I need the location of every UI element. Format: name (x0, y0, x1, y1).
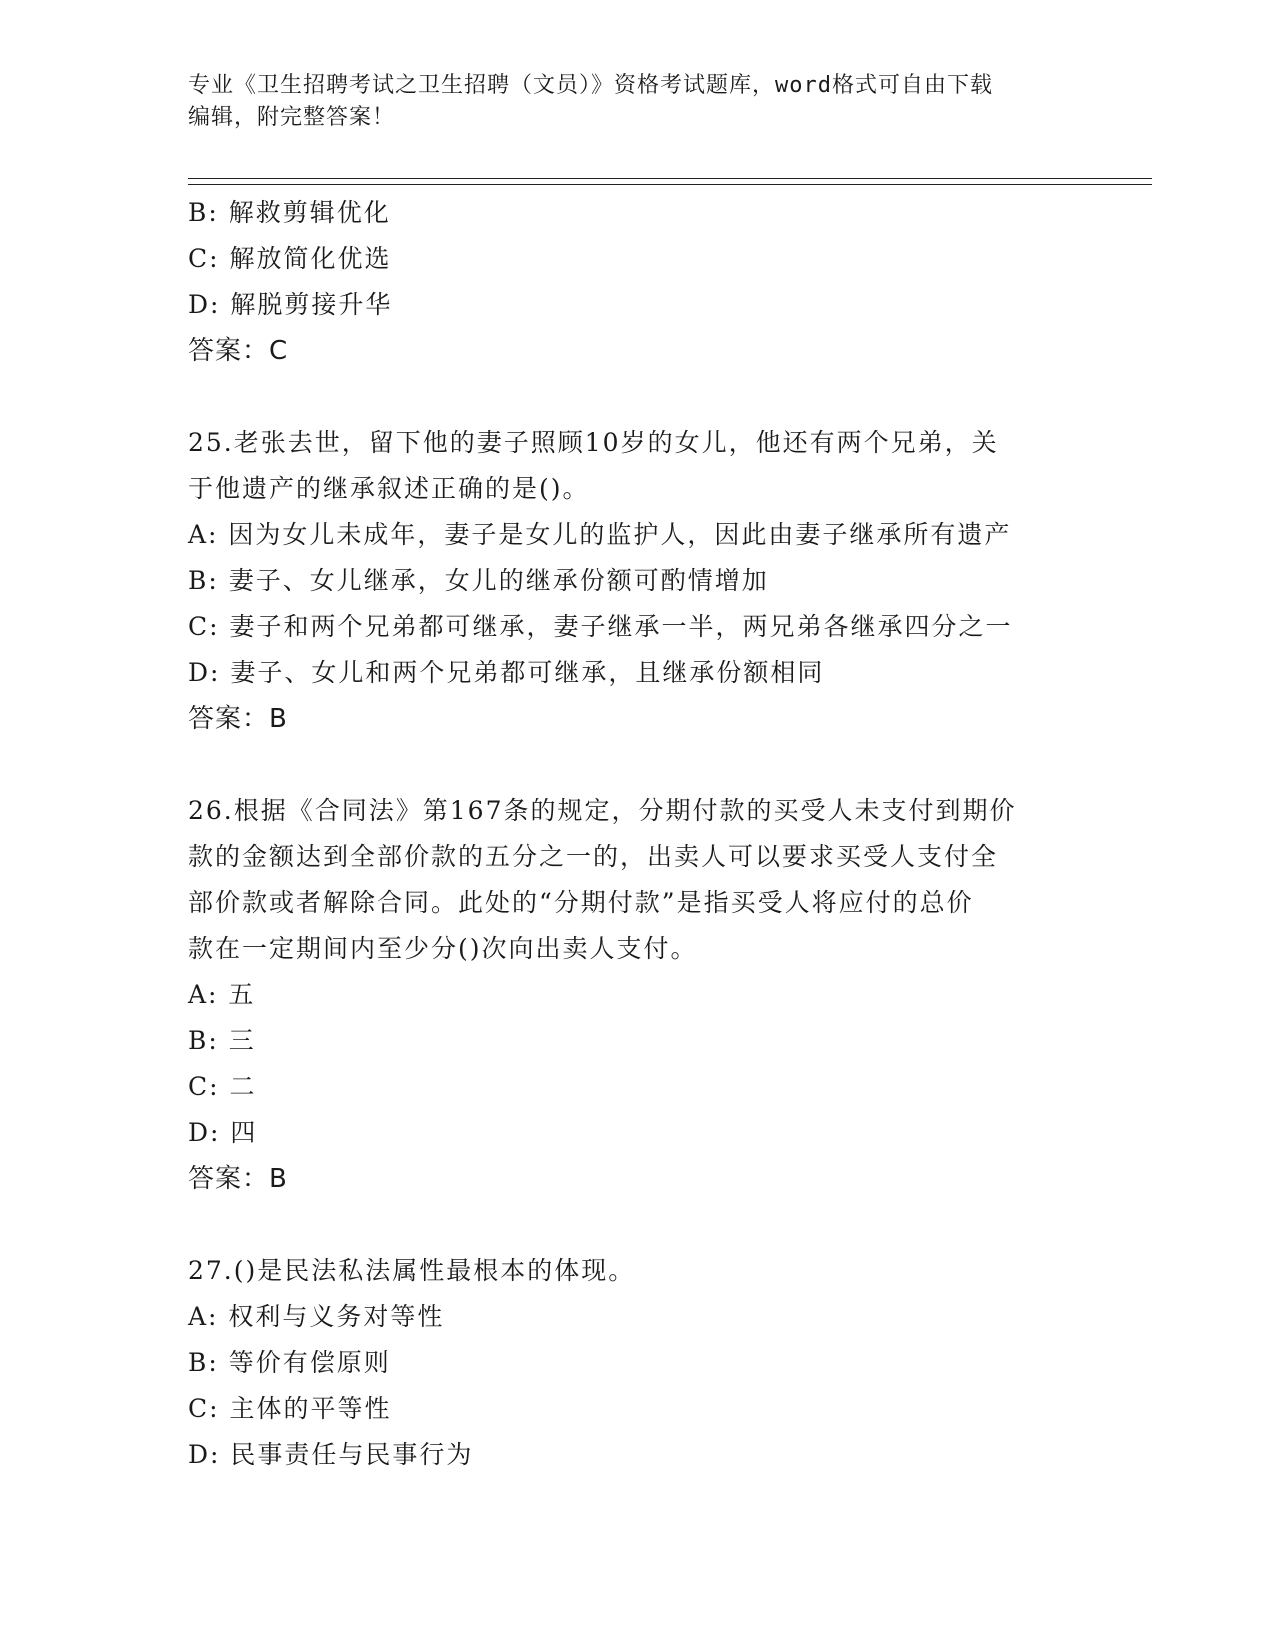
option-b: B: 妻子、女儿继承，女儿的继承份额可酌情增加 (188, 566, 769, 595)
question-list (188, 190, 1088, 1478)
question-stem-line: 25.老张去世，留下他的妻子照顾10岁的女儿，他还有两个兄弟，关 (188, 428, 999, 457)
option-b: B: 三 (188, 1026, 256, 1055)
question-stem-line: 部价款或者解除合同。此处的“分期付款”是指买受人将应付的总价 (188, 888, 974, 917)
question-27 (188, 1248, 1088, 1478)
question-stem-line: 26.根据《合同法》第167条的规定，分期付款的买受人未支付到期价 (188, 796, 1017, 825)
option-a: A: 五 (188, 980, 256, 1009)
option-c: C: 解放简化优选 (188, 244, 392, 273)
option-c: C: 二 (188, 1072, 257, 1101)
document-header (188, 70, 1068, 134)
header-line-1: 专业《卫生招聘考试之卫生招聘（文员）》资格考试题库，word格式可自由下载 (188, 73, 993, 98)
option-a: A: 权利与义务对等性 (188, 1302, 445, 1331)
option-b: B: 解救剪辑优化 (188, 198, 391, 227)
option-a: A: 因为女儿未成年，妻子是女儿的监护人，因此由妻子继承所有遗产 (188, 520, 1012, 549)
header-rule-bottom (188, 184, 1152, 185)
option-c: C: 妻子和两个兄弟都可继承，妻子继承一半，两兄弟各继承四分之一 (188, 612, 1013, 641)
answer-line: 答案：C (188, 336, 289, 366)
question-stem-line: 款的金额达到全部价款的五分之一的，出卖人可以要求买受人支付全 (188, 842, 999, 871)
question-stem-line: 27.()是民法私法属性最根本的体现。 (188, 1256, 636, 1285)
question-stem-line: 款在一定期间内至少分()次向出卖人支付。 (188, 934, 698, 963)
header-rule-top (188, 178, 1152, 179)
option-b: B: 等价有偿原则 (188, 1348, 391, 1377)
answer-line: 答案：B (188, 704, 288, 734)
question-24 (188, 190, 1088, 374)
answer-line: 答案：B (188, 1164, 288, 1194)
question-26 (188, 788, 1088, 1202)
spacer (188, 374, 1088, 420)
question-stem-line: 于他遗产的继承叙述正确的是()。 (188, 474, 590, 503)
question-25 (188, 420, 1088, 742)
option-d: D: 民事责任与民事行为 (188, 1440, 474, 1469)
option-d: D: 解脱剪接升华 (188, 290, 393, 319)
spacer (188, 1202, 1088, 1248)
option-c: C: 主体的平等性 (188, 1394, 392, 1423)
option-d: D: 四 (188, 1118, 258, 1147)
option-d: D: 妻子、女儿和两个兄弟都可继承，且继承份额相同 (188, 658, 825, 687)
header-line-2: 编辑，附完整答案！ (188, 105, 396, 130)
spacer (188, 742, 1088, 788)
